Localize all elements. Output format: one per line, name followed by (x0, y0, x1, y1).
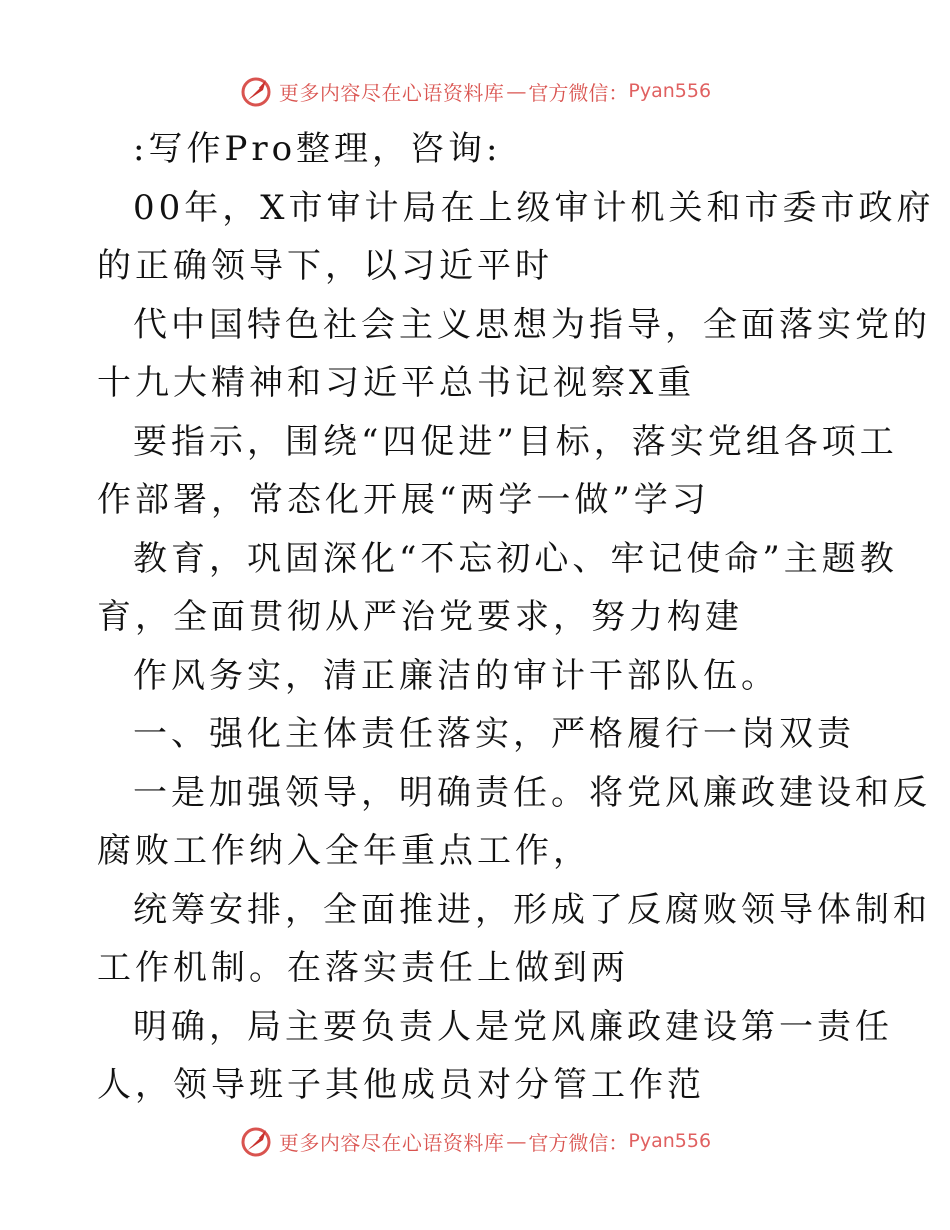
watermark-header (0, 71, 950, 111)
feather-logo-icon (239, 1124, 273, 1158)
watermark-main-text: 更多内容尽在心语资料库 (278, 80, 505, 105)
watermark-main-text: 更多内容尽在心语资料库 (278, 1130, 505, 1155)
text-line: 十九大精神和习近平总书记视察X重 (97, 363, 696, 403)
watermark-footer (0, 1121, 950, 1161)
text-line: 明确，局主要负责人是党风廉政建设第一责任 (133, 1006, 893, 1047)
watermark-sub-text: 官方微信： (528, 80, 629, 105)
text-line: 教育，巩固深化“不忘初心、牢记使命”主题教 (133, 538, 898, 579)
text-line: 腐败工作纳入全年重点工作， (97, 831, 591, 871)
text-line: 作部署，常态化开展“两学一做”学习 (97, 480, 710, 520)
watermark-handle: Pyan556 (628, 80, 712, 102)
feather-logo-icon (239, 74, 273, 108)
document-body (97, 120, 935, 1115)
text-line: 一是加强领导，明确责任。将党风廉政建设和反 (133, 772, 931, 813)
text-line: 代中国特色社会主义思想为指导，全面落实党的 (133, 304, 931, 345)
watermark-dash: — (506, 1129, 527, 1153)
text-line: 要指示，围绕“四促进”目标，落实党组各项工 (133, 421, 898, 462)
watermark-dash: — (506, 79, 527, 103)
text-line: 人，领导班子其他成员对分管工作范 (97, 1065, 705, 1105)
text-line: 育，全面贯彻从严治党要求，努力构建 (97, 597, 743, 637)
watermark-sub-text: 官方微信： (528, 1130, 629, 1155)
text-line: 作风务实，清正廉洁的审计干部队伍。 (133, 655, 779, 696)
text-line: 统筹安排，全面推进，形成了反腐败领导体制和 (133, 889, 931, 930)
watermark-handle: Pyan556 (628, 1130, 712, 1152)
text-line: 的正确领导下，以习近平时 (97, 246, 553, 286)
text-line: 00年，X市审计局在上级审计机关和市委市政府 (133, 187, 935, 228)
text-line: :写作Pro整理，咨询: (133, 129, 502, 169)
text-line: 一、强化主体责任落实，严格履行一岗双责 (133, 714, 855, 754)
text-line: 工作机制。在落实责任上做到两 (97, 948, 629, 988)
